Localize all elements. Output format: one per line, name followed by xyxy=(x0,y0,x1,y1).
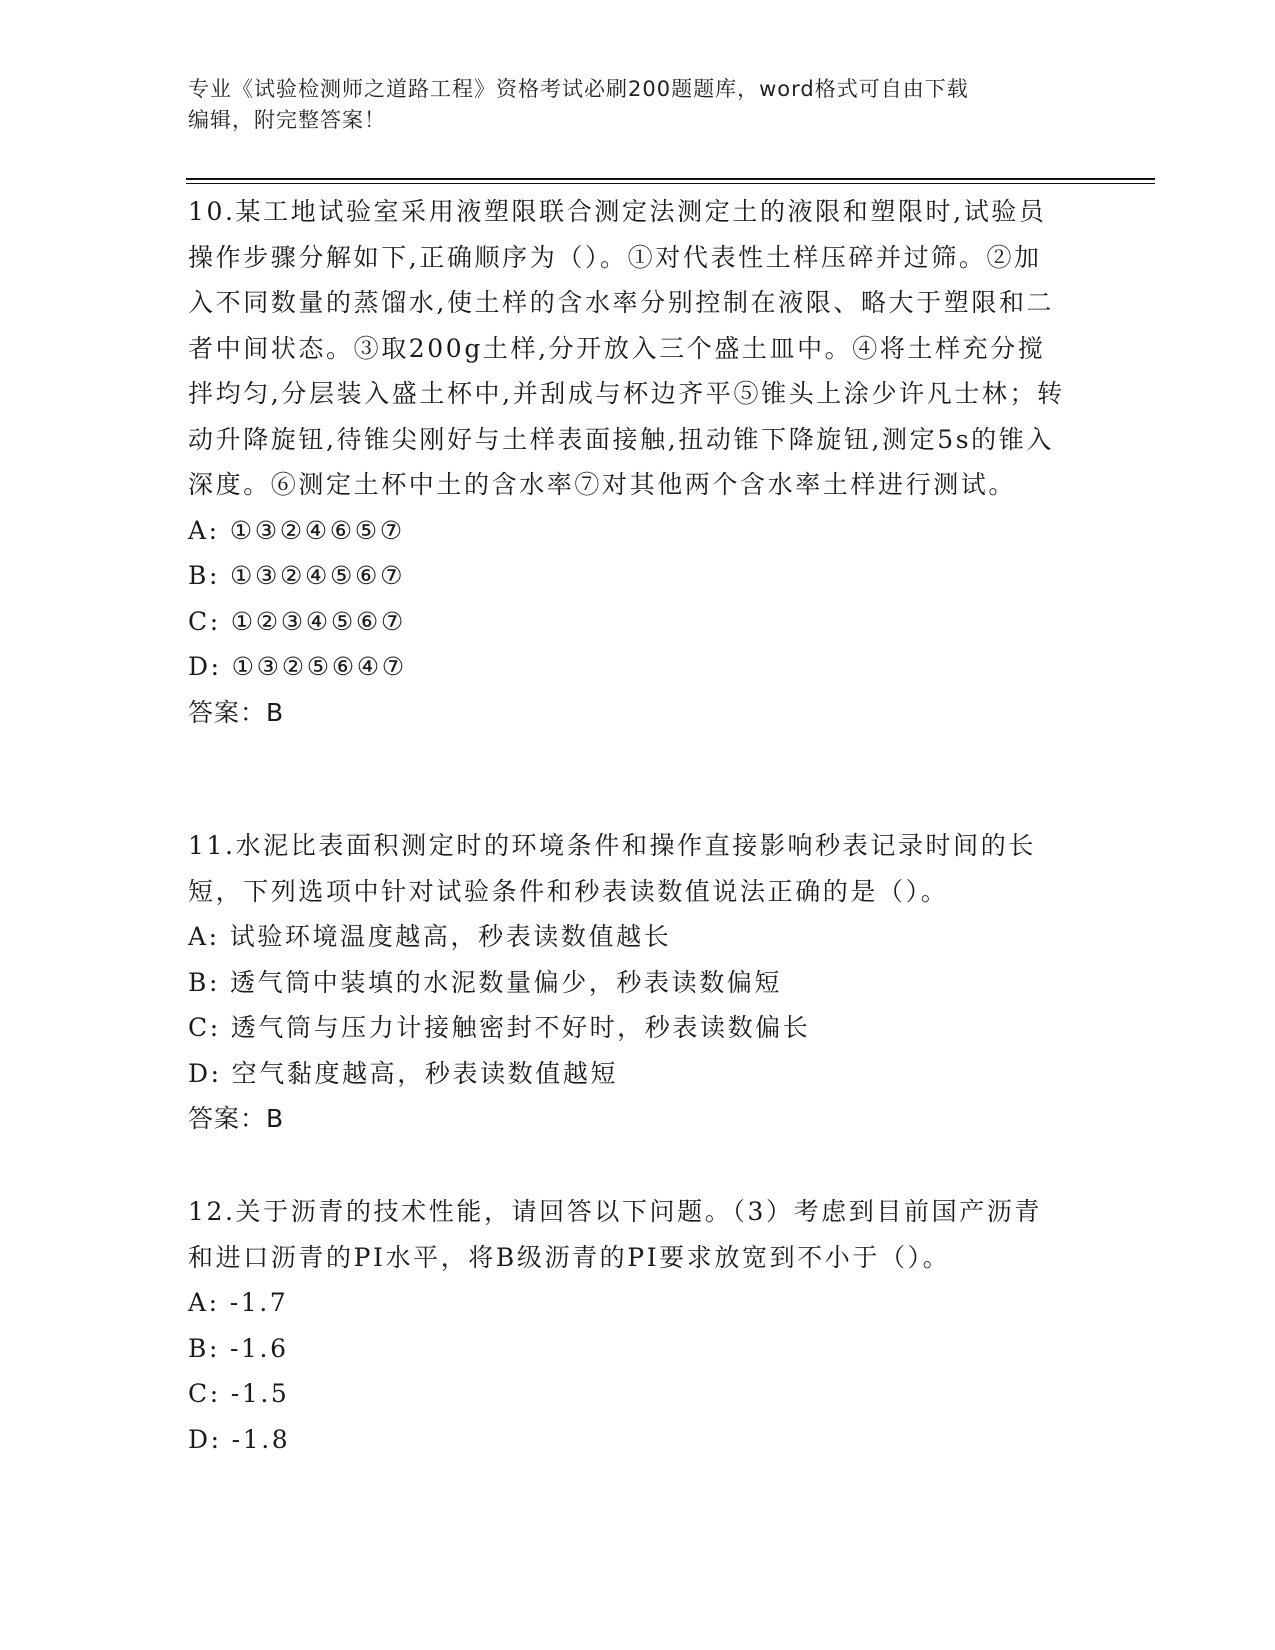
question-text: 12.关于沥青的技术性能，请回答以下问题。（3）考虑到目前国产沥青和进口沥青的PI水平，将B级沥青的PI要求放宽到不小于（）。 xyxy=(188,1197,1042,1272)
header-divider-thick xyxy=(186,178,1155,180)
answer-line: 答案：B xyxy=(188,697,285,727)
option-c xyxy=(188,1371,1068,1417)
option-c xyxy=(188,1005,1068,1051)
option-key: B: xyxy=(188,967,220,997)
header-line-1: 专业《试验检测师之道路工程》资格考试必刷200题题库，word格式可自由下载 xyxy=(188,77,969,101)
option-key: C: xyxy=(188,1013,221,1042)
option-key: D: xyxy=(188,1058,222,1088)
option-value: -1.5 xyxy=(230,1379,290,1408)
option-key: B: xyxy=(188,1333,220,1363)
option-a xyxy=(188,1280,1068,1326)
option-b xyxy=(188,553,1068,599)
option-a xyxy=(188,914,1068,960)
document-header xyxy=(188,74,1068,136)
option-value: ①②③④⑤⑥⑦ xyxy=(230,606,406,636)
question-10 xyxy=(188,189,1068,735)
option-c xyxy=(188,599,1068,645)
option-value: ①③②④⑤⑥⑦ xyxy=(230,561,406,590)
option-value: -1.6 xyxy=(230,1333,289,1363)
option-value: 试验环境温度越高，秒表读数值越长 xyxy=(229,922,672,951)
option-key: D: xyxy=(188,1424,222,1454)
question-text: 11.水泥比表面积测定时的环境条件和操作直接影响秒表记录时间的长短，下列选项中针对试验条件和秒表读数值说法正确的是（）。 xyxy=(188,831,1036,906)
option-d xyxy=(188,644,1068,690)
option-d xyxy=(188,1417,1068,1463)
option-key: A: xyxy=(188,922,220,951)
header-divider-thin xyxy=(186,183,1155,184)
option-b xyxy=(188,960,1068,1006)
option-value: 透气筒与压力计接触密封不好时，秒表读数偏长 xyxy=(230,1013,811,1042)
option-key: B: xyxy=(188,561,220,590)
question-text: 10.某工地试验室采用液塑限联合测定法测定土的液限和塑限时,试验员操作步骤分解如下,正确顺序为（）。①对代表性土样压碎并过筛。②加入不同数量的蒸馏水,使土样的含水率分别控制在液限、略大于塑限和二者中间状态。③取200g土样,分开放入三个盛土皿中。④将土样充分搅拌均匀,分层装入盛土杯中,并刮成与杯边齐平⑤锥头上涂少许凡士林；转动升降旋钮,待锥尖刚好与土样表面接触,扭动锥下降旋钮,测定5s的锥入深度。⑥测定土杯中土的含水率⑦对其他两个含水率土样进行测试。 xyxy=(188,197,1065,499)
option-value: 空气黏度越高，秒表读数值越短 xyxy=(231,1058,619,1088)
option-value: ①③②④⑥⑤⑦ xyxy=(229,515,405,545)
option-value: -1.7 xyxy=(229,1288,289,1317)
header-line-2: 编辑，附完整答案！ xyxy=(188,108,386,132)
option-d xyxy=(188,1051,1068,1097)
option-value: ①③②⑤⑥④⑦ xyxy=(231,652,407,681)
option-a xyxy=(188,508,1068,554)
option-value: 透气筒中装填的水泥数量偏少，秒表读数偏短 xyxy=(230,967,783,997)
question-11 xyxy=(188,823,1068,1142)
option-value: -1.8 xyxy=(231,1424,291,1454)
answer-line: 答案：B xyxy=(188,1104,285,1133)
option-key: D: xyxy=(188,652,222,681)
option-key: A: xyxy=(188,515,220,545)
option-key: A: xyxy=(188,1288,220,1317)
option-key: C: xyxy=(188,1379,221,1408)
question-12 xyxy=(188,1189,1068,1462)
option-key: C: xyxy=(188,606,221,636)
option-b xyxy=(188,1326,1068,1372)
